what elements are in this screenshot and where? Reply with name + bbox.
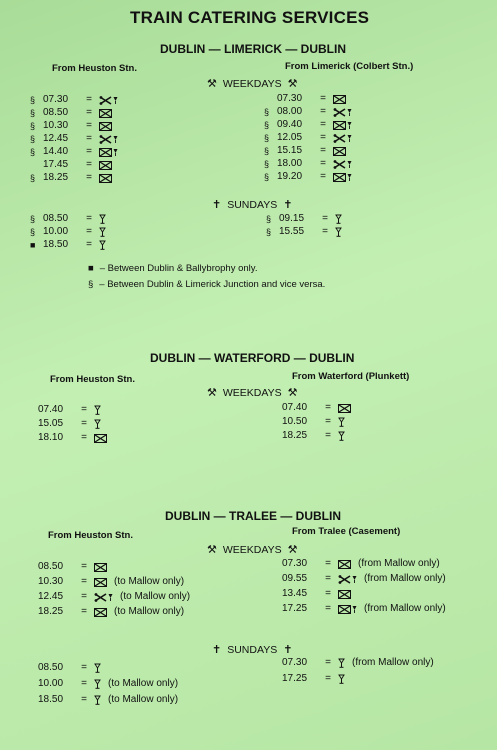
timetable-row — [282, 402, 351, 414]
row-mark: § — [264, 146, 270, 156]
equals-sign: = — [325, 573, 331, 584]
equals-sign: = — [320, 106, 326, 117]
row-mark: § — [30, 121, 36, 131]
catering-symbol — [94, 593, 113, 602]
row-mark: § — [30, 147, 36, 157]
sundays-header-limerick — [212, 198, 292, 211]
equals-sign: = — [81, 418, 87, 429]
bar-service-icon — [94, 419, 101, 429]
restaurant-car-icon — [338, 575, 351, 584]
legend-text: – Between Dublin & Ballybrophy only. — [99, 263, 258, 274]
departure-time: 08.50 — [38, 561, 64, 572]
departure-time: 10.00 — [43, 226, 69, 237]
from-left-limerick: From Heuston Stn. — [52, 63, 137, 74]
row-mark: § — [264, 159, 270, 169]
wine-icon — [352, 605, 357, 614]
equals-sign: = — [325, 416, 331, 427]
catering-symbol — [94, 419, 101, 429]
service-note: (to Mallow only) — [108, 694, 179, 705]
departure-time: 15.05 — [38, 418, 64, 429]
weekdays-right-tralee — [282, 558, 446, 615]
equals-sign: = — [86, 226, 92, 237]
timetable-row — [30, 239, 106, 251]
timetable-row — [38, 576, 190, 588]
bar-service-icon — [94, 663, 101, 673]
equals-sign: = — [81, 404, 87, 415]
timetable-row — [282, 657, 434, 669]
timetable-row — [38, 591, 190, 603]
timetable-row — [282, 416, 351, 428]
timetable-row — [264, 158, 352, 170]
timetable-row — [38, 432, 107, 444]
sundays-left-tralee — [38, 662, 178, 706]
row-mark: § — [30, 134, 36, 144]
equals-sign: = — [320, 171, 326, 182]
row-mark: § — [30, 214, 36, 224]
service-note: (to Mallow only) — [114, 606, 185, 617]
equals-sign: = — [86, 133, 92, 144]
equals-sign: = — [81, 662, 87, 673]
equals-sign: = — [86, 120, 92, 131]
catering-symbol — [99, 161, 112, 170]
row-mark: § — [264, 172, 270, 182]
catering-symbol — [99, 214, 106, 224]
restaurant-car-icon — [99, 135, 112, 144]
from-right-limerick: From Limerick (Colbert Stn.) — [285, 61, 414, 72]
departure-time: 19.20 — [277, 171, 303, 182]
departure-time: 13.45 — [282, 588, 308, 599]
departure-time: 15.55 — [279, 226, 305, 237]
row-mark: § — [266, 227, 272, 237]
timetable-row — [38, 561, 190, 573]
equals-sign: = — [320, 145, 326, 156]
timetable-row — [38, 606, 190, 618]
sundays-left-limerick — [30, 213, 106, 251]
bar-service-icon — [94, 405, 101, 415]
catering-symbol — [338, 431, 345, 441]
wine-icon — [347, 134, 352, 143]
dagger-icon: ✝ — [212, 644, 222, 656]
weekdays-label: WEEKDAYS — [222, 543, 282, 556]
catering-symbol — [94, 695, 101, 705]
timetable-row — [282, 573, 446, 585]
catering-symbol — [338, 404, 351, 413]
timetable-row — [282, 430, 351, 442]
equals-sign: = — [81, 576, 87, 587]
buffet-car-icon — [99, 161, 112, 170]
weekdays-right-limerick — [264, 93, 352, 183]
catering-symbol — [335, 214, 342, 224]
catering-symbol — [94, 663, 101, 673]
row-mark: § — [264, 107, 270, 117]
buffet-car-icon — [94, 434, 107, 443]
sundays-right-tralee — [282, 657, 434, 685]
weekdays-header-waterford — [207, 386, 297, 399]
catering-symbol — [94, 578, 107, 587]
equals-sign: = — [81, 678, 87, 689]
wine-icon — [347, 160, 352, 169]
equals-sign: = — [81, 606, 87, 617]
service-note: (from Mallow only) — [352, 657, 434, 668]
catering-symbol — [99, 227, 106, 237]
legend-key: ■ — [88, 263, 94, 274]
legend-text: – Between Dublin & Limerick Junction and vice versa. — [99, 279, 326, 290]
departure-time: 08.50 — [38, 662, 64, 673]
legend-ballybrophy — [88, 263, 257, 274]
departure-time: 17.25 — [282, 603, 308, 614]
catering-symbol — [333, 95, 346, 104]
timetable-row — [264, 171, 352, 183]
departure-time: 12.45 — [38, 591, 64, 602]
timetable-row — [30, 172, 118, 184]
equals-sign: = — [320, 93, 326, 104]
departure-time: 09.55 — [282, 573, 308, 584]
row-mark: § — [266, 214, 272, 224]
departure-time: 18.25 — [43, 172, 69, 183]
bar-service-icon — [99, 214, 106, 224]
timetable-row — [30, 120, 118, 132]
bar-service-icon — [338, 674, 345, 684]
timetable-row — [30, 213, 106, 225]
equals-sign: = — [86, 94, 92, 105]
dagger-icon: ✝ — [212, 199, 222, 211]
departure-time: 09.15 — [279, 213, 305, 224]
equals-sign: = — [325, 402, 331, 413]
equals-sign: = — [322, 226, 328, 237]
row-mark: ■ — [30, 240, 36, 250]
buffet-car-icon — [99, 148, 112, 157]
buffet-car-icon — [94, 563, 107, 572]
equals-sign: = — [86, 239, 92, 250]
departure-time: 12.05 — [277, 132, 303, 143]
equals-sign: = — [325, 558, 331, 569]
departure-time: 07.40 — [282, 402, 308, 413]
catering-symbol — [99, 135, 118, 144]
departure-time: 18.50 — [38, 694, 64, 705]
equals-sign: = — [81, 561, 87, 572]
timetable-row — [266, 213, 342, 225]
catering-symbol — [99, 109, 112, 118]
timetable-row — [38, 678, 178, 690]
catering-symbol — [99, 240, 106, 250]
equals-sign: = — [81, 591, 87, 602]
timetable-row — [282, 558, 446, 570]
from-right-tralee: From Tralee (Casement) — [292, 526, 401, 537]
weekdays-header-tralee — [207, 543, 297, 556]
service-note: (from Mallow only) — [364, 573, 446, 584]
departure-time: 10.00 — [38, 678, 64, 689]
departure-time: 18.00 — [277, 158, 303, 169]
crossed-tools-icon: ⚒ — [287, 387, 298, 399]
catering-symbol — [338, 658, 345, 668]
buffet-car-icon — [99, 174, 112, 183]
row-mark: § — [264, 120, 270, 130]
equals-sign: = — [322, 213, 328, 224]
timetable-row — [38, 694, 178, 706]
crossed-tools-icon: ⚒ — [207, 78, 217, 90]
equals-sign: = — [325, 657, 331, 668]
catering-symbol — [338, 560, 351, 569]
departure-time: 08.00 — [277, 106, 303, 117]
buffet-car-icon — [338, 590, 351, 599]
equals-sign: = — [320, 132, 326, 143]
timetable-row — [30, 159, 118, 171]
restaurant-car-icon — [333, 108, 346, 117]
bar-service-icon — [94, 695, 101, 705]
buffet-car-icon — [333, 173, 346, 182]
row-mark: § — [264, 133, 270, 143]
bar-service-icon — [99, 227, 106, 237]
restaurant-car-icon — [99, 96, 112, 105]
departure-time: 07.30 — [282, 657, 308, 668]
service-note: (to Mallow only) — [120, 591, 191, 602]
wine-icon — [347, 173, 352, 182]
legend-limerick-junction — [88, 279, 325, 290]
departure-time: 08.50 — [43, 213, 69, 224]
bar-service-icon — [338, 417, 345, 427]
sundays-label: SUNDAYS — [227, 643, 278, 656]
catering-symbol — [94, 563, 107, 572]
sundays-header-tralee — [212, 643, 292, 656]
departure-time: 12.45 — [43, 133, 69, 144]
buffet-car-icon — [338, 404, 351, 413]
catering-symbol — [338, 590, 351, 599]
crossed-tools-icon: ⚒ — [287, 78, 298, 90]
from-right-waterford: From Waterford (Plunkett) — [292, 371, 410, 382]
catering-symbol — [333, 173, 352, 182]
page-title: TRAIN CATERING SERVICES — [130, 8, 370, 27]
catering-symbol — [338, 605, 357, 614]
departure-time: 07.30 — [282, 558, 308, 569]
departure-time: 09.40 — [277, 119, 303, 130]
catering-symbol — [94, 608, 107, 617]
catering-symbol — [94, 405, 101, 415]
restaurant-car-icon — [333, 134, 346, 143]
catering-symbol — [94, 434, 107, 443]
catering-symbol — [333, 121, 352, 130]
departure-time: 10.30 — [38, 576, 64, 587]
bar-service-icon — [335, 227, 342, 237]
crossed-tools-icon: ⚒ — [207, 387, 217, 399]
dagger-icon: ✝ — [283, 199, 293, 211]
wine-icon — [352, 575, 357, 584]
timetable-row — [38, 404, 107, 416]
restaurant-car-icon — [333, 160, 346, 169]
buffet-car-icon — [333, 95, 346, 104]
crossed-tools-icon: ⚒ — [287, 544, 298, 556]
departure-time: 07.30 — [277, 93, 303, 104]
catering-symbol — [333, 147, 346, 156]
crossed-tools-icon: ⚒ — [207, 544, 217, 556]
departure-time: 17.25 — [282, 673, 308, 684]
catering-symbol — [99, 174, 112, 183]
bar-service-icon — [99, 240, 106, 250]
departure-time: 18.10 — [38, 432, 64, 443]
sundays-label: SUNDAYS — [227, 198, 278, 211]
buffet-car-icon — [333, 147, 346, 156]
timetable-row — [38, 418, 107, 430]
buffet-car-icon — [338, 560, 351, 569]
buffet-car-icon — [94, 578, 107, 587]
weekdays-header-limerick — [207, 77, 297, 90]
catering-symbol — [333, 160, 352, 169]
timetable-row — [266, 226, 342, 238]
service-note: (to Mallow only) — [108, 678, 179, 689]
departure-time: 14.40 — [43, 146, 69, 157]
equals-sign: = — [81, 694, 87, 705]
equals-sign: = — [325, 588, 331, 599]
departure-time: 07.30 — [43, 94, 69, 105]
wine-icon — [113, 148, 118, 157]
timetable-row — [282, 588, 446, 600]
timetable-row — [264, 119, 352, 131]
catering-symbol — [94, 679, 101, 689]
catering-symbol — [333, 108, 352, 117]
timetable-row — [264, 145, 352, 157]
weekdays-left-tralee — [38, 561, 190, 618]
bar-service-icon — [335, 214, 342, 224]
equals-sign: = — [320, 119, 326, 130]
catering-symbol — [338, 674, 345, 684]
buffet-car-icon — [338, 605, 351, 614]
departure-time: 07.40 — [38, 404, 64, 415]
equals-sign: = — [86, 107, 92, 118]
weekdays-right-waterford — [282, 402, 351, 442]
buffet-car-icon — [99, 109, 112, 118]
timetable-row — [30, 133, 118, 145]
bar-service-icon — [94, 679, 101, 689]
catering-symbol — [338, 575, 357, 584]
from-left-tralee: From Heuston Stn. — [48, 530, 133, 541]
sundays-right-limerick — [266, 213, 342, 238]
buffet-car-icon — [99, 122, 112, 131]
catering-symbol — [333, 134, 352, 143]
departure-time: 10.50 — [282, 416, 308, 427]
equals-sign: = — [86, 213, 92, 224]
row-mark: § — [30, 95, 36, 105]
timetable-row — [282, 673, 434, 685]
wine-icon — [113, 135, 118, 144]
equals-sign: = — [325, 603, 331, 614]
weekdays-left-waterford — [38, 404, 107, 444]
timetable-row — [264, 93, 352, 105]
equals-sign: = — [86, 146, 92, 157]
timetable-row — [30, 107, 118, 119]
equals-sign: = — [320, 158, 326, 169]
route-title-waterford: DUBLIN — WATERFORD — DUBLIN — [150, 351, 355, 365]
from-left-waterford: From Heuston Stn. — [50, 374, 135, 385]
timetable-row — [264, 132, 352, 144]
catering-symbol — [99, 96, 118, 105]
departure-time: 08.50 — [43, 107, 69, 118]
departure-time: 17.45 — [43, 159, 69, 170]
timetable-row — [30, 226, 106, 238]
weekdays-label: WEEKDAYS — [222, 77, 282, 90]
route-title-limerick: DUBLIN — LIMERICK — DUBLIN — [160, 42, 346, 56]
row-mark: § — [30, 227, 36, 237]
departure-time: 18.25 — [38, 606, 64, 617]
route-title-tralee: DUBLIN — TRALEE — DUBLIN — [165, 509, 341, 523]
row-mark: § — [30, 108, 36, 118]
bar-service-icon — [338, 658, 345, 668]
restaurant-car-icon — [94, 593, 107, 602]
departure-time: 18.25 — [282, 430, 308, 441]
timetable-row — [38, 662, 178, 674]
buffet-car-icon — [333, 121, 346, 130]
equals-sign: = — [325, 430, 331, 441]
timetable-row — [30, 94, 118, 106]
timetable-row — [264, 106, 352, 118]
service-note: (from Mallow only) — [358, 558, 440, 569]
service-note: (to Mallow only) — [114, 576, 185, 587]
wine-icon — [108, 593, 113, 602]
timetable-row — [282, 603, 446, 615]
service-note: (from Mallow only) — [364, 603, 446, 614]
legend-key: § — [88, 279, 94, 290]
departure-time: 18.50 — [43, 239, 69, 250]
departure-time: 15.15 — [277, 145, 303, 156]
bar-service-icon — [338, 431, 345, 441]
departure-time: 10.30 — [43, 120, 69, 131]
equals-sign: = — [86, 159, 92, 170]
row-mark: § — [30, 173, 36, 183]
wine-icon — [347, 121, 352, 130]
catering-symbol — [338, 417, 345, 427]
dagger-icon: ✝ — [283, 644, 293, 656]
wine-icon — [347, 108, 352, 117]
wine-icon — [113, 96, 118, 105]
timetable-row — [30, 146, 118, 158]
buffet-car-icon — [94, 608, 107, 617]
catering-symbol — [335, 227, 342, 237]
equals-sign: = — [86, 172, 92, 183]
catering-symbol — [99, 148, 118, 157]
equals-sign: = — [81, 432, 87, 443]
weekdays-left-limerick — [30, 94, 118, 184]
equals-sign: = — [325, 673, 331, 684]
catering-symbol — [99, 122, 112, 131]
weekdays-label: WEEKDAYS — [222, 386, 282, 399]
